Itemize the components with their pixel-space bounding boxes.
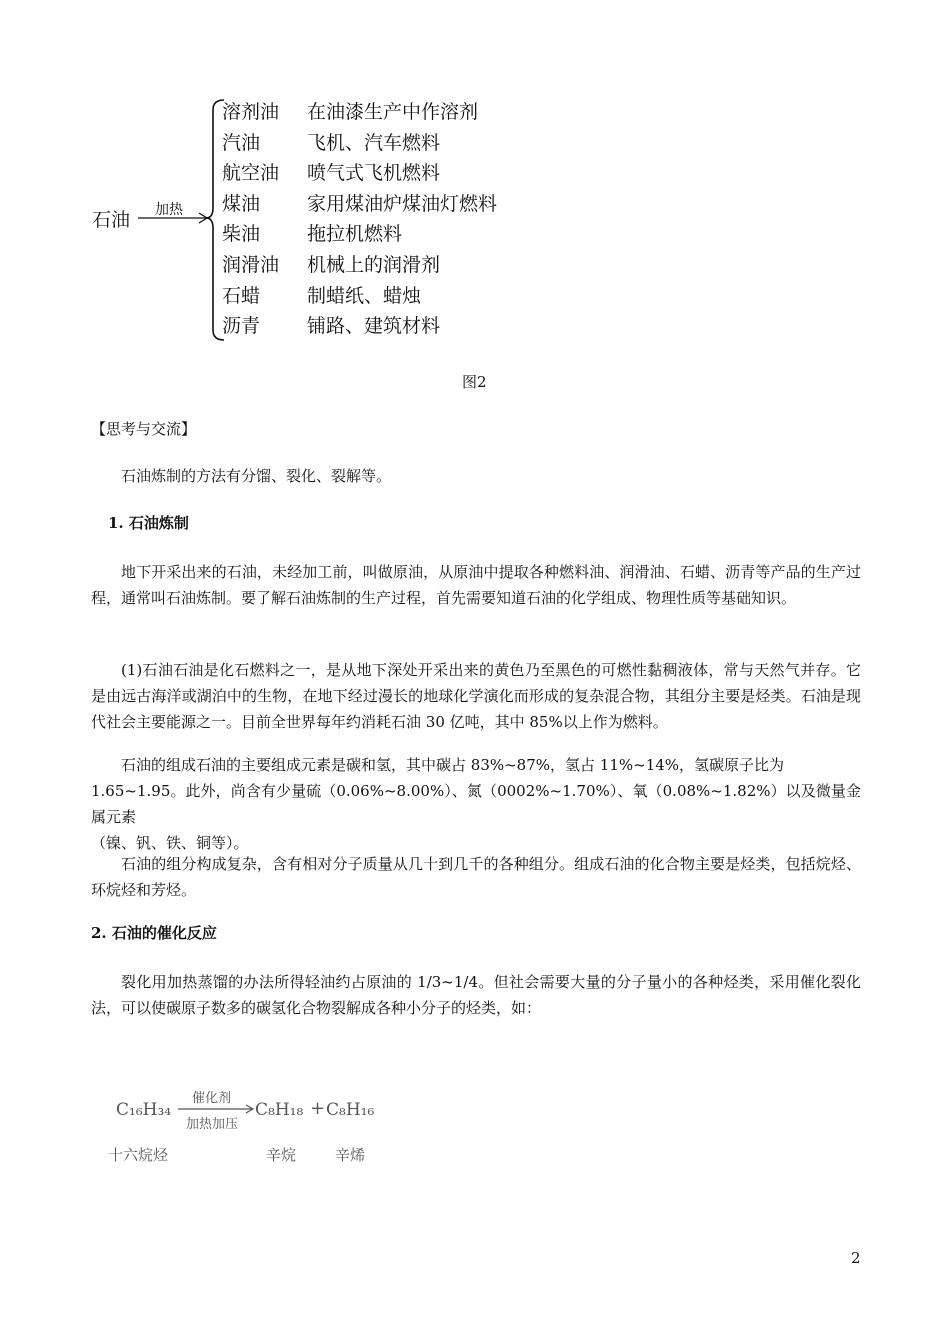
product2-name: 辛烯 [335,1146,366,1164]
product-name: 润滑油 [222,254,280,276]
reaction-equation [0,1080,950,1170]
product-name: 航空油 [222,162,280,185]
condition-label: 加热加压 [186,1117,239,1132]
catalyst-label: 催化剂 [192,1091,232,1106]
section-think-heading: 【思考与交流】 [91,420,197,438]
product-use: 拖拉机燃料 [307,223,403,246]
root-label: 石油 [92,209,131,231]
product-name: 溶剂油 [222,101,280,123]
product-use: 制蜡纸、蜡烛 [307,284,422,307]
product-use: 家用煤油炉煤油灯燃料 [307,192,498,215]
product-use: 喷气式飞机燃料 [307,162,441,185]
product-name: 汽油 [222,131,261,154]
heading-catalysis: 2. 石油的催化反应 [91,924,217,942]
product2-formula: C₈H₁₆ [326,1100,375,1120]
reactant-name: 十六烷烃 [108,1146,169,1164]
product-use: 铺路、建筑材料 [307,315,441,338]
plus-sign: + [310,1098,326,1119]
paragraph-refining: 地下开采出来的石油，未经加工前，叫做原油，从原油中提取各种燃料油、润滑油、石蜡、沥青等产品的生产过程，通常叫石油炼制。要了解石油炼制的生产过程，首先需要知道石油的化学组成、物理性质等基础知识。 [91,563,861,607]
methods-paragraph: 石油炼制的方法有分馏、裂化、裂解等。 [121,467,392,485]
product1-name: 辛烷 [266,1146,297,1164]
product-name: 煤油 [222,192,261,215]
figure-2 [0,0,950,400]
product-use: 飞机、汽车燃料 [307,131,441,154]
product-use: 机械上的润滑剂 [307,254,441,276]
paragraph-composition [91,752,861,856]
product-name: 沥青 [222,315,261,338]
paragraph-cracking: 裂化用加热蒸馏的办法所得轻油约占原油的 1/3~1/4。但社会需要大量的分子量小的各种烃类，采用催化裂化法，可以使碳原子数多的碳氢化合物裂解成各种小分子的烃类，如： [91,973,861,1017]
product-use: 在油漆生产中作溶剂 [307,101,479,123]
product-name: 柴油 [222,223,261,246]
page-number: 2 [851,1249,861,1267]
product-name: 石蜡 [222,284,261,307]
paragraph-petroleum: (1)石油石油是化石燃料之一，是从地下深处开采出来的黄色乃至黑色的可燃性黏稠液体，常与天然气并存。它是由远古海洋或湖泊中的生物，在地下经过漫长的地球化学演化而形成的复杂混合物，其组分主要是烃类。石油是现代社会主要能源之一。目前全世界每年约消耗石油 30 亿吨，其中 85%以上作为燃料。 [91,661,861,731]
product1-formula: C₈H₁₈ [255,1100,304,1120]
figure-caption: 图2 [462,373,487,391]
composition-line-2: 1.65~1.95。此外，尚含有少量硫（0.06%~8.00%）、氮（0002%~1.70%）、氧（0.08%~1.82%）以及微量金属元素 [91,782,861,826]
reactant-formula: C₁₆H₃₄ [116,1100,172,1120]
heading-refining: 1. 石油炼制 [108,514,189,532]
composition-line-1: 石油的组成石油的主要组成元素是碳和氢，其中碳占 83%~87%，氢占 11%~14%，氢碳原子比为 [121,756,785,774]
composition-line-3: （镍、钒、铁、铜等）。 [91,834,249,852]
paragraph-components: 石油的组分构成复杂，含有相对分子质量从几十到几千的各种组分。组成石油的化合物主要是烃类，包括烷烃、环烷烃和芳烃。 [91,855,861,899]
arrow-label: 加热 [155,202,183,218]
